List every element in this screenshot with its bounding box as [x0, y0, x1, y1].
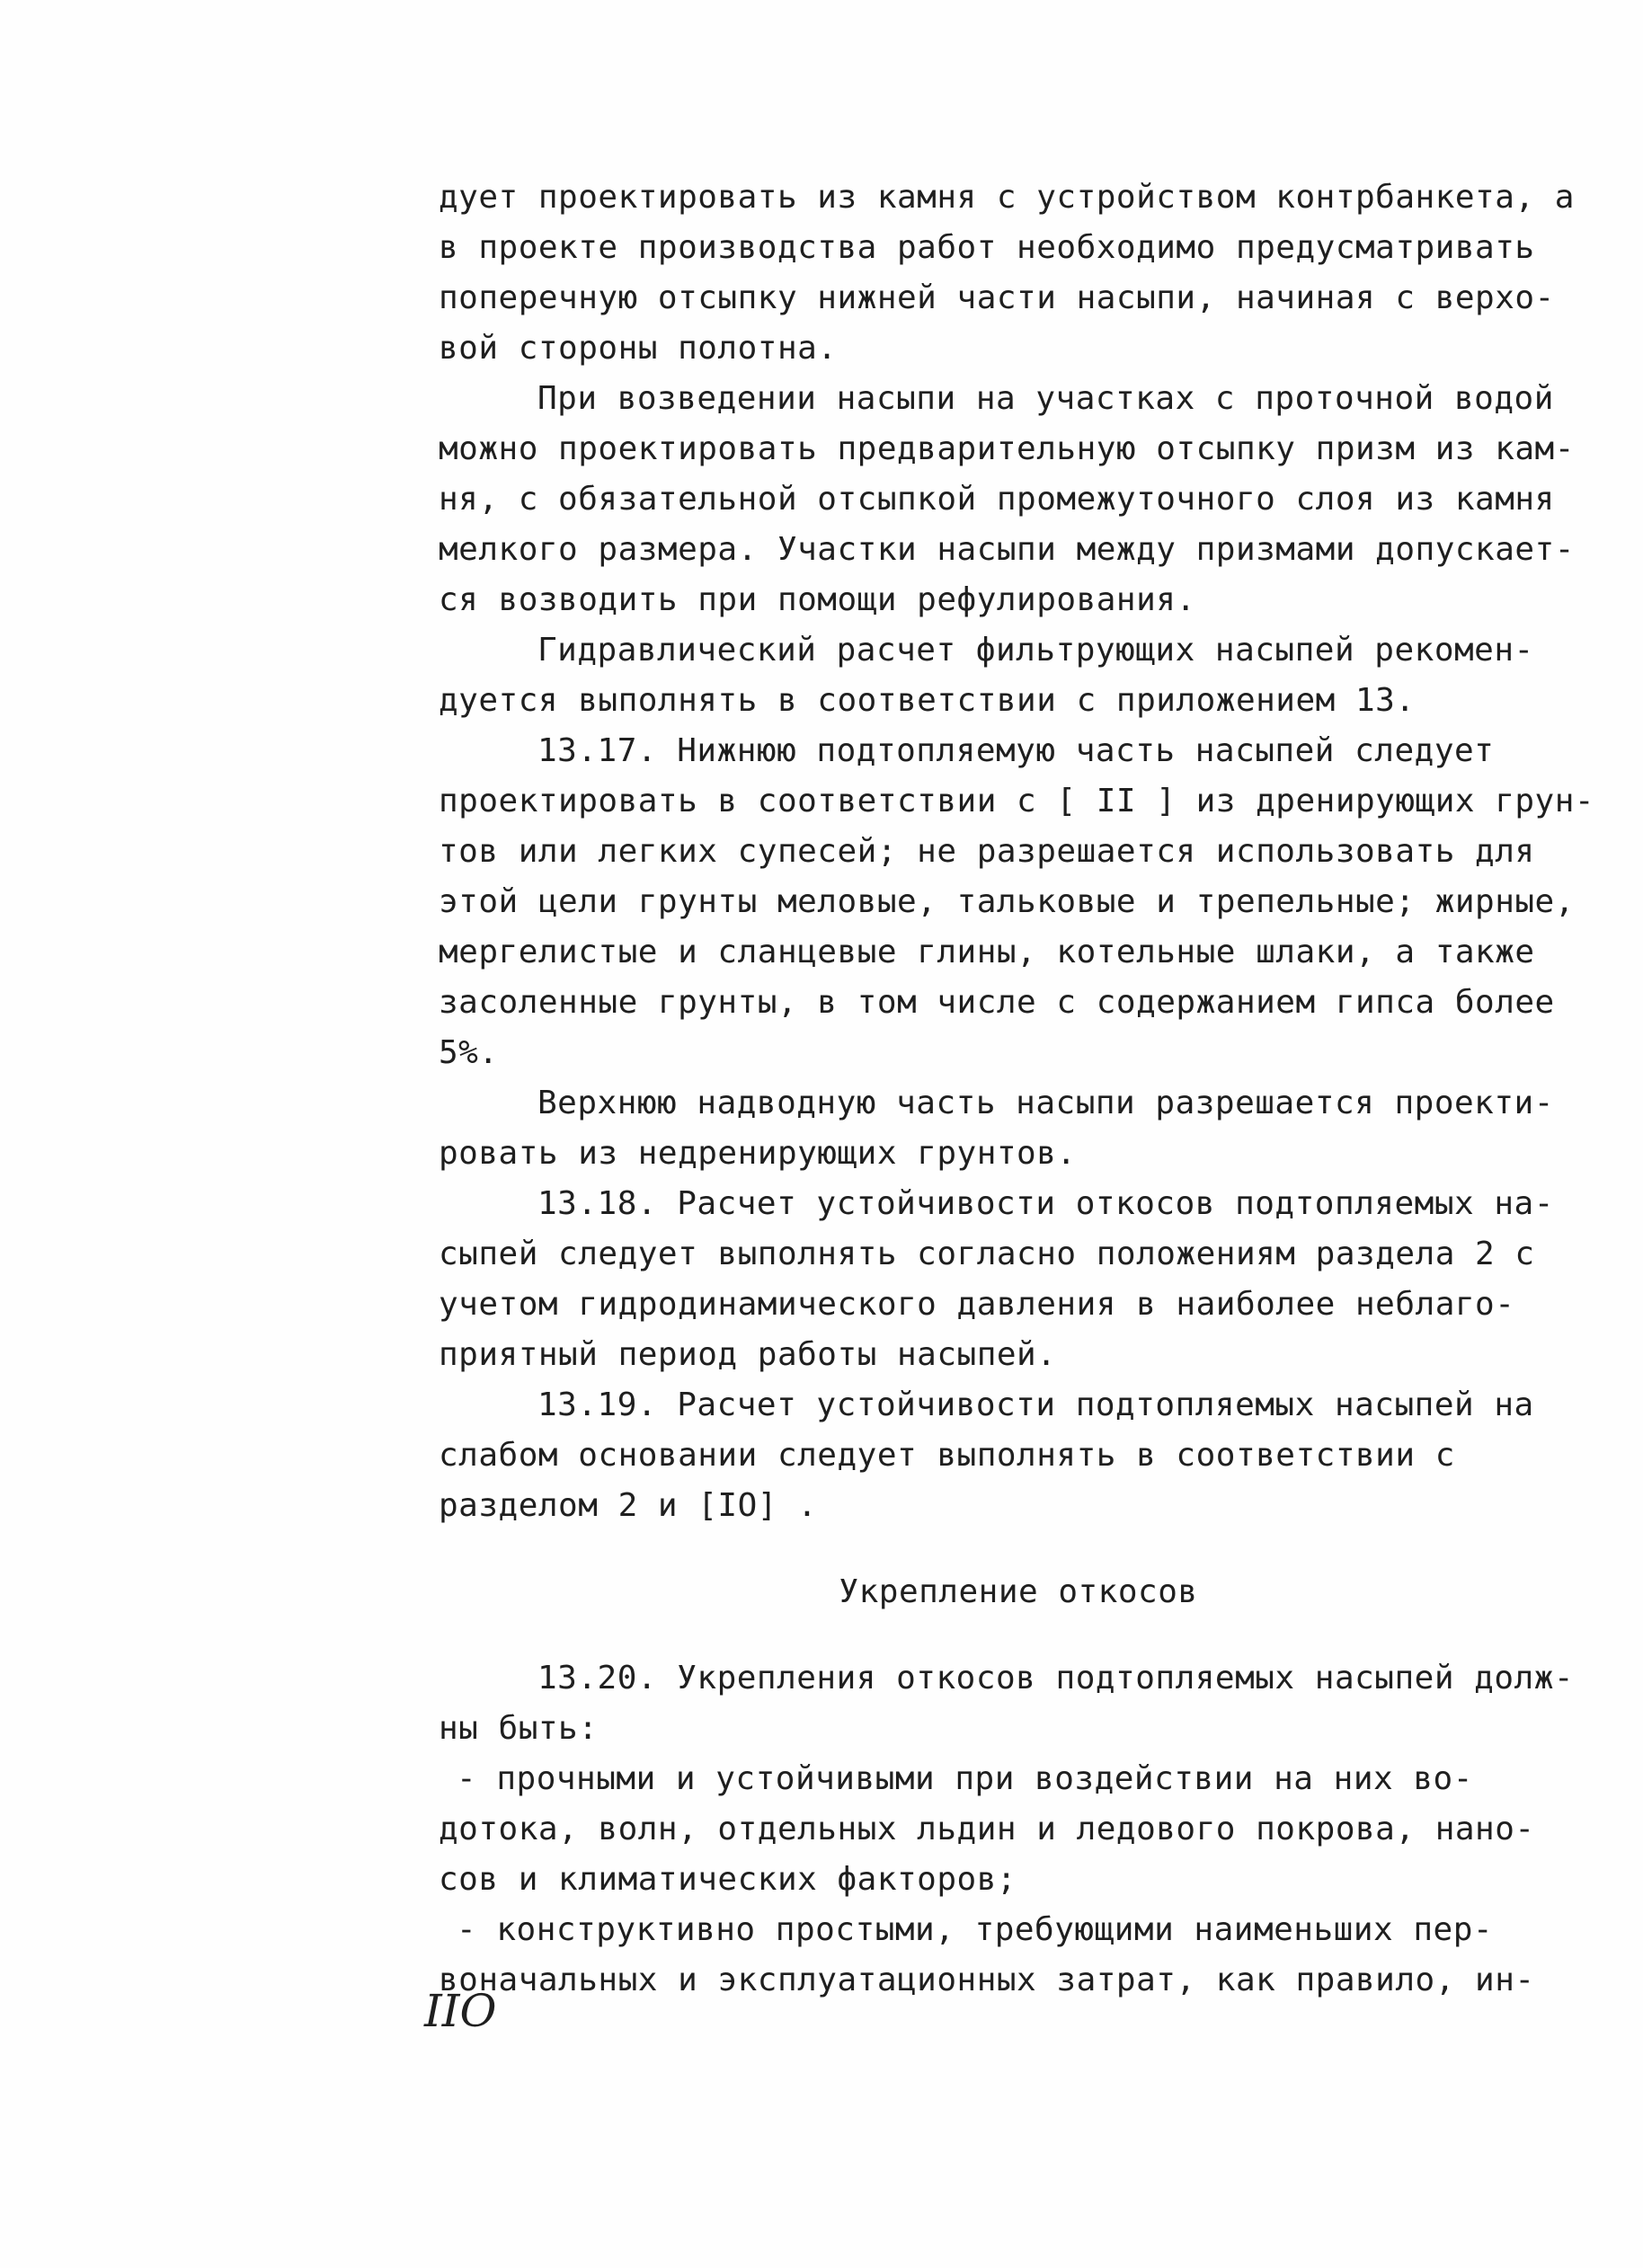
- clause-13-20-first-line: 13.20. Укрепления откосов подтопляемых насыпей долж-: [537, 1660, 1575, 1697]
- text-line: проектировать в соответствии с [ II ] из дренирующих грун-: [439, 783, 1595, 819]
- clause-13-19-first-line: 13.19. Расчет устойчивости подтопляемых насыпей на: [537, 1386, 1534, 1423]
- text-line: ся возводить при помощи рефулирования.: [439, 581, 1196, 618]
- text-line: мелкого размера. Участки насыпи между призмами допускает-: [439, 531, 1575, 568]
- text-line: засоленные грунты, в том числе с содержанием гипса более: [439, 984, 1555, 1021]
- text-line: ня, с обязательной отсыпкой промежуточного слоя из камня: [439, 481, 1555, 518]
- page-number: IIO: [424, 1985, 497, 2037]
- spacer: [439, 1617, 1598, 1653]
- text-line: дуется выполнять в соответствии с приложением 13.: [439, 682, 1416, 719]
- list-item-first-line: - прочными и устойчивыми при воздействии на них во-: [457, 1760, 1473, 1797]
- text-line: учетом гидродинамического давления в наиболее неблаго-: [439, 1286, 1515, 1323]
- text-line: разделом 2 и [IO] .: [439, 1487, 818, 1524]
- text-line: мергелистые и сланцевые глины, котельные шлаки, а также: [439, 934, 1535, 970]
- clause-13-18-first-line: 13.18. Расчет устойчивости откосов подтопляемых на-: [537, 1185, 1554, 1222]
- text-line: дует проектировать из камня с устройством контрбанкета, а: [439, 179, 1575, 216]
- text-line: ровать из недренирующих грунтов.: [439, 1135, 1077, 1172]
- text-line: воначальных и эксплуатационных затрат, как правило, ин-: [439, 1962, 1535, 1998]
- text-line: в проекте производства работ необходимо предусматривать: [439, 229, 1535, 266]
- text-line: можно проектировать предварительную отсыпку призм из кам-: [439, 430, 1575, 467]
- text-line: дотока, волн, отдельных льдин и ледового покрова, нано-: [439, 1811, 1535, 1847]
- text-line: сов и климатических факторов;: [439, 1861, 1017, 1898]
- section-heading: Укрепление откосов: [839, 1573, 1198, 1610]
- paragraph-first-line: Гидравлический расчет фильтрующих насыпей рекомен-: [537, 632, 1534, 669]
- paragraph-first-line: При возведении насыпи на участках с проточной водой: [537, 380, 1554, 417]
- text-line: ны быть:: [439, 1710, 599, 1747]
- list-item-first-line: - конструктивно простыми, требующими наименьших пер-: [457, 1911, 1494, 1948]
- text-line: слабом основании следует выполнять в соответствии с: [439, 1437, 1455, 1474]
- clause-13-17-first-line: 13.17. Нижнюю подтопляемую часть насыпей следует: [537, 732, 1495, 769]
- text-line: этой цели грунты меловые, тальковые и трепельные; жирные,: [439, 883, 1575, 920]
- text-line: приятный период работы насыпей.: [439, 1336, 1057, 1373]
- text-line: вой стороны полотна.: [439, 330, 838, 367]
- body-text: [439, 173, 1598, 2006]
- paragraph-first-line: Верхнюю надводную часть насыпи разрешается проекти-: [537, 1085, 1554, 1121]
- text-line: сыпей следует выполнять согласно положениям раздела 2 с: [439, 1236, 1535, 1272]
- spacer: [439, 1531, 1598, 1567]
- text-line: 5%.: [439, 1034, 499, 1071]
- text-line: тов или легких супесей; не разрешается использовать для: [439, 833, 1535, 870]
- text-line: поперечную отсыпку нижней части насыпи, начиная с верхо-: [439, 279, 1555, 316]
